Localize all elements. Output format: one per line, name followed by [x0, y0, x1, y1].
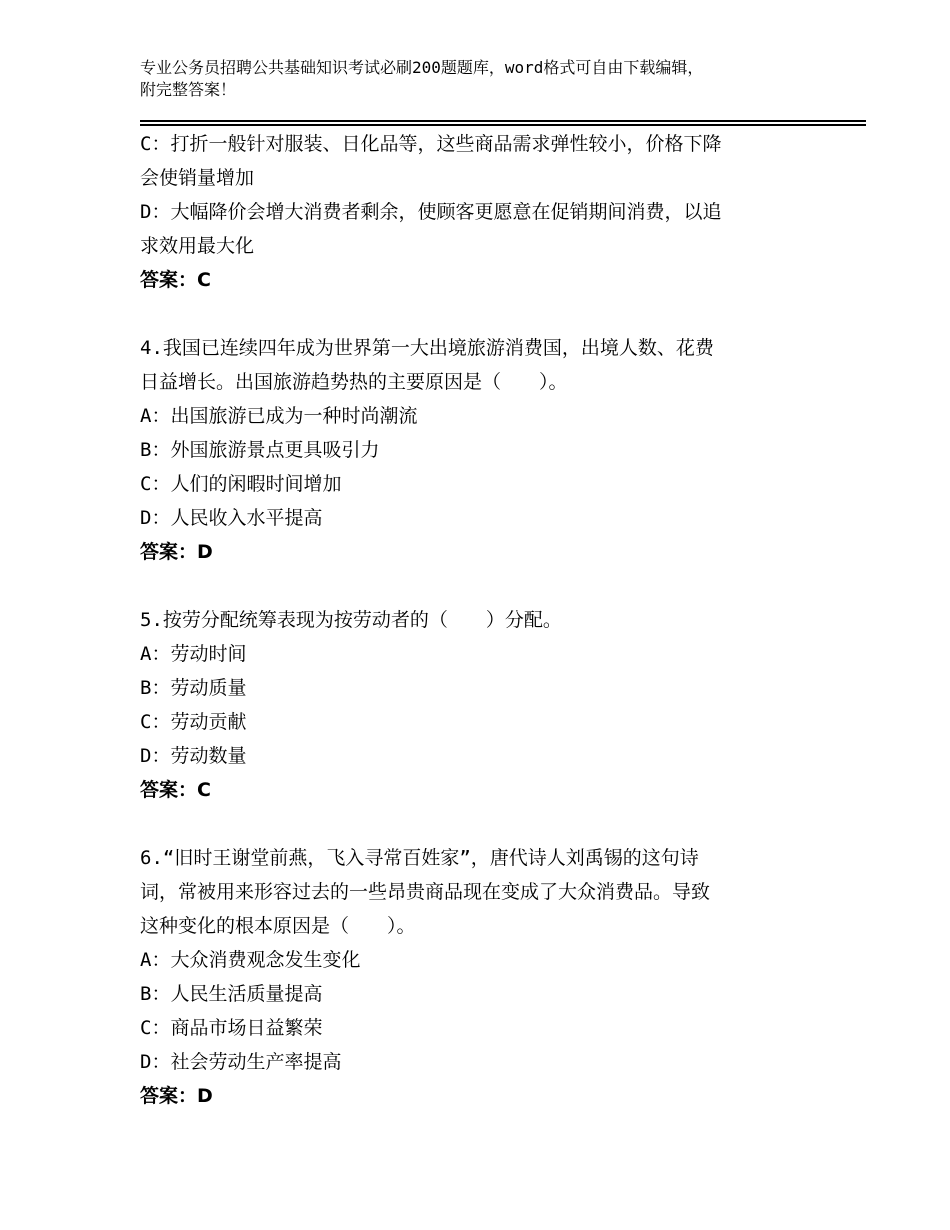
question-4: [140, 331, 820, 569]
header-line-2: 附完整答案！: [140, 80, 237, 99]
option-d: D：劳动数量: [140, 745, 247, 767]
option-d-line-1: D：大幅降价会增大消费者剩余，使顾客更愿意在促销期间消费，以追: [140, 201, 722, 223]
question-stem-line-2: 词，常被用来形容过去的一些昂贵商品现在变成了大众消费品。导致: [140, 881, 711, 903]
spacer: [140, 297, 820, 331]
spacer: [140, 807, 820, 841]
option-c-line-2: 会使销量增加: [140, 167, 255, 189]
question-list: [140, 127, 820, 1113]
option-b: B：外国旅游景点更具吸引力: [140, 439, 380, 461]
question-3-continued: [140, 127, 820, 297]
page-header: [140, 57, 820, 101]
header-rule-top: [140, 120, 866, 122]
option-c-line-1: C：打折一般针对服装、日化品等，这些商品需求弹性较小，价格下降: [140, 133, 722, 155]
option-a: A：出国旅游已成为一种时尚潮流: [140, 405, 418, 427]
question-6: [140, 841, 820, 1113]
option-d-line-2: 求效用最大化: [140, 235, 255, 257]
answer: 答案：D: [140, 541, 213, 563]
answer: 答案：C: [140, 779, 211, 801]
question-stem-line-1: 5.按劳分配统筹表现为按劳动者的（ ）分配。: [140, 609, 562, 631]
option-c: C：人们的闲暇时间增加: [140, 473, 342, 495]
option-b: B：劳动质量: [140, 677, 247, 699]
answer: 答案：D: [140, 1085, 213, 1107]
question-stem-line-1: 4.我国已连续四年成为世界第一大出境旅游消费国，出境人数、花费: [140, 337, 714, 359]
header-line-1: 专业公务员招聘公共基础知识考试必刷200题题库，word格式可自由下载编辑，: [140, 58, 704, 77]
question-5: [140, 603, 820, 807]
option-a: A：大众消费观念发生变化: [140, 949, 361, 971]
option-c: C：商品市场日益繁荣: [140, 1017, 323, 1039]
option-a: A：劳动时间: [140, 643, 247, 665]
question-stem-line-3: 这种变化的根本原因是（ ）。: [140, 915, 416, 937]
question-stem-line-2: 日益增长。出国旅游趋势热的主要原因是（ ）。: [140, 371, 568, 393]
option-b: B：人民生活质量提高: [140, 983, 323, 1005]
header-rule-bottom: [140, 124, 866, 126]
spacer: [140, 569, 820, 603]
option-d: D：人民收入水平提高: [140, 507, 323, 529]
question-stem-line-1: 6.“旧时王谢堂前燕，飞入寻常百姓家”，唐代诗人刘禹锡的这句诗: [140, 847, 699, 869]
answer: 答案：C: [140, 269, 211, 291]
option-d: D：社会劳动生产率提高: [140, 1051, 342, 1073]
option-c: C：劳动贡献: [140, 711, 247, 733]
